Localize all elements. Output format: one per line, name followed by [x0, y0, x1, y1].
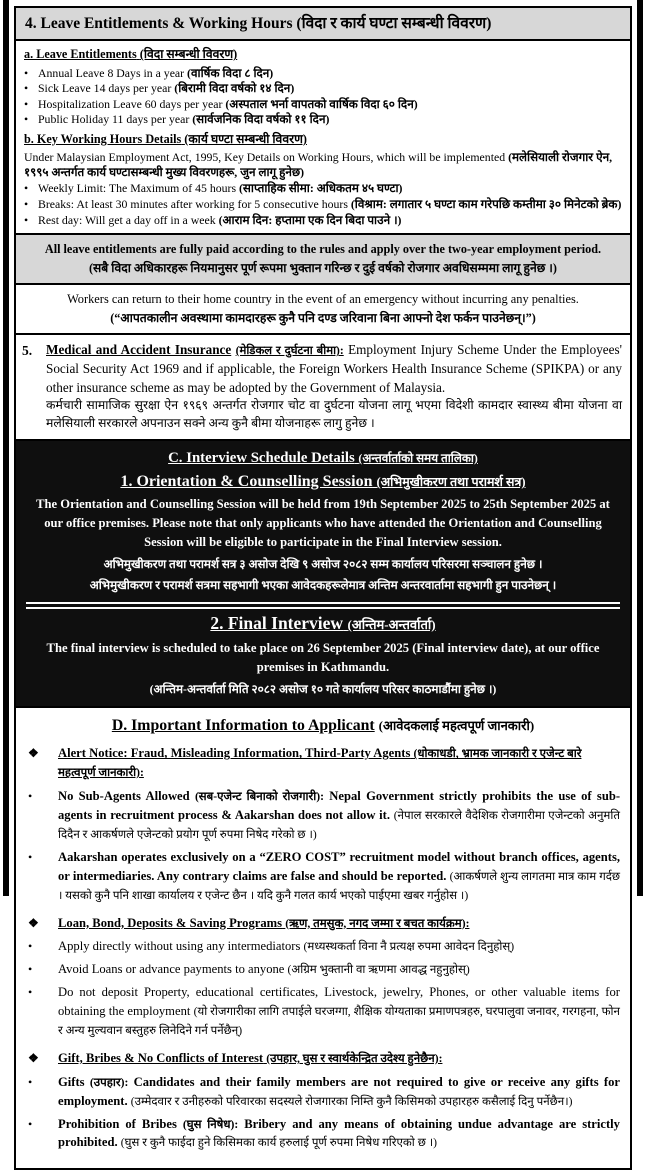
diamond-bullet-icon: ❖	[28, 746, 39, 761]
leave-entitlements-heading	[24, 47, 622, 62]
list-item	[26, 960, 620, 979]
bullet-dot-icon: •	[24, 112, 29, 127]
important-info-header	[26, 716, 620, 735]
group-heading-en: Loan, Bond, Deposits & Saving Programs	[58, 915, 283, 930]
final-title-en: 2. Final Interview	[210, 613, 344, 634]
loan-bond-heading	[26, 914, 620, 933]
insurance-title-np: (मेडिकल र दुर्घटना बीमा):	[235, 345, 344, 358]
working-bullet	[24, 181, 622, 196]
working-bullet-en: Breaks: At least 30 minutes after working for 5 consecutive hours	[38, 197, 348, 211]
return-note-en: Workers can return to their home country in the event of an emergency without incurring any penalties.	[67, 292, 579, 307]
item5-number: 5.	[22, 343, 33, 359]
item-body-np: (उम्मेदवार र उनीहरुको परिवारका सदस्यले रोजगारका निम्ति कुनै किसिमको उपहारहरु कसैलाई दिनु पर्नेछैन।)	[130, 1094, 573, 1108]
schedule-header-np: (अन्तर्वार्ताको समय तालिका)	[358, 451, 478, 466]
item-lead-np: (घुस निषेध):	[182, 1117, 239, 1131]
working-hours-intro	[24, 150, 622, 179]
working-bullet-en: Rest day: Will get a day off in a week	[38, 212, 216, 227]
diamond-bullet-icon: ❖	[28, 1050, 39, 1065]
item-body-en: Candidates and their family members are not required to give or receive any gifts for employment.	[58, 1074, 620, 1108]
paid-note-box	[14, 233, 632, 285]
white-separator	[26, 602, 620, 609]
interview-schedule-header	[26, 450, 620, 467]
leave-bullet-np: (बिरामी विदा वर्षको १४ दिन)	[174, 81, 295, 96]
orientation-np-line2: अभिमुखीकरण र परामर्श सत्रमा सहभागी भएका आवेदकहरूलेमात्र अन्तिम अन्तरवार्तामा सहभागी हुन पाउनेछन् ।	[89, 578, 557, 593]
bullet-dot-icon: •	[24, 65, 29, 80]
leave-bullet	[24, 112, 622, 127]
working-bullet-en: Weekly Limit: The Maximum of 45 hours	[38, 181, 237, 196]
leave-working-box	[14, 39, 632, 235]
final-np-line: (अन्तिम-अन्तर्वार्ता मिति २०८२ असोज १० गते कार्यालय परिसर काठमाडौंमा हुनेछ ।)	[149, 682, 497, 697]
item-body-np: (घुस र कुनै फाईदा हुने किसिमका कार्य हरुलाई पूर्ण रुपमा निषेध गरिएको छ ।)	[120, 1136, 437, 1150]
item-body-en: Avoid Loans or advance payments to anyone	[58, 962, 285, 977]
leave-bullet	[24, 97, 622, 112]
bullet-dot-icon: •	[28, 849, 33, 864]
working-intro-np: (मलेसियाली रोजगार ऐन, १९९५ अन्तर्गत कार्य घण्टासम्बन्धी मुख्य विवरणहरू, जुन लागू हुनेछ)	[24, 150, 613, 179]
item-body-np: (मध्यस्थकर्ता विना नै प्रत्यक्ष रुपमा आवेदन दिनुहोस्)	[303, 940, 515, 954]
section4-header	[14, 6, 632, 41]
bullet-dot-icon: •	[28, 962, 33, 977]
leave-heading-np: (विदा सम्बन्धी विवरण)	[139, 47, 238, 62]
working-bullet	[24, 213, 622, 228]
item-lead-en: No Sub-Agents Allowed	[58, 789, 190, 804]
list-item	[26, 937, 620, 956]
working-hours-heading	[24, 132, 622, 147]
leave-heading-en: a. Leave Entitlements	[24, 47, 137, 62]
group-heading-np: (उपहार, घुस र स्वार्थकेन्द्रित उदेश्य हुनेछैन):	[266, 1051, 443, 1065]
insurance-body-en: Employment Injury Scheme Under the Employees' Social Security Act 1969 and if applicable, the Foreign Workers Health Insurance Scheme (SPIKPA) or any other insurance scheme as may be adopted by the Government of Malaysia.	[46, 342, 623, 395]
orientation-np-line1: अभिमुखीकरण तथा परामर्श सत्र ३ असोज देखि ९ असोज २०८२ सम्म कार्यालय परिसरमा सञ्चालन हुनेछ ।	[103, 556, 543, 571]
group-heading-en: Alert Notice: Fraud, Misleading Information, Third-Party Agents	[58, 746, 411, 761]
bullet-dot-icon: •	[28, 789, 33, 804]
alert-notice-heading	[26, 744, 620, 782]
important-header-np: (आवेदकलाई महत्वपूर्ण जानकारी)	[378, 718, 535, 734]
item-lead-en: Prohibition of Bribes	[58, 1116, 177, 1131]
insurance-item-box	[14, 333, 632, 441]
interview-schedule-banner	[14, 439, 632, 708]
important-info-box	[14, 706, 632, 1170]
list-item	[26, 1073, 620, 1111]
paid-note-np: (सबै विदा अधिकारहरू नियमानुसर पूर्ण रूपमा भुक्तान गरिन्छ र दुई वर्षको रोजगार अवधिसम्ममा लागू हुनेछ ।)	[89, 261, 557, 276]
important-info-list	[26, 744, 620, 1152]
item-body-en: Nepal Government strictly prohibits the use of sub-agents in recruitment process & Aakarshan does not allow it.	[58, 789, 621, 823]
bullet-dot-icon: •	[28, 939, 33, 954]
leave-bullet-en: Sick Leave 14 days per year	[38, 81, 172, 96]
insurance-title-en: Medical and Accident Insurance	[46, 342, 232, 358]
bullet-dot-icon: •	[24, 197, 29, 211]
leave-bullet-en: Hospitalization Leave 60 days per year	[38, 96, 223, 111]
section4-title-en: 4. Leave Entitlements & Working Hours	[25, 15, 293, 32]
list-item	[26, 983, 620, 1040]
item-body-en: Apply directly without using any intermediators	[58, 939, 301, 954]
leave-bullet-np: (अस्पताल भर्ना वापतको वार्षिक विदा ६० दिन)	[225, 96, 418, 111]
item-body-np: (यो रोजगारीका लागि तपाईले घरजग्गा, शैक्षिक योग्यताका प्रमाणपत्रहरु, घरपालुवा जनावर, गरगहना, फोन र अन्य मुल्यवान बस्तुहरु लिनेदिने गर्न पर्नेछैन्)	[58, 1005, 620, 1038]
working-intro-en: Under Malaysian Employment Act, 1995, Key Details on Working Hours, which will be implemented	[24, 150, 506, 165]
item-body-np: (नेपाल सरकारले वैदेशिक रोजगारीमा एजेन्टको अनुमति दिदैन र आकर्षणले एजेन्टको प्रयोग पूर्ण रुपमा निषेद गरेको छ ।)	[58, 809, 620, 842]
bullet-dot-icon: •	[24, 212, 29, 227]
page-left-border	[3, 0, 9, 896]
orientation-session-title	[26, 473, 620, 491]
bullet-dot-icon: •	[24, 181, 29, 196]
return-note-np: (“आपतकालीन अवस्थामा कामदारहरू कुनै पनि दण्ड जरिवाना बिना आफ्नो देश फर्कन पाउनेछन्।”)	[110, 311, 536, 326]
gift-bribes-heading	[26, 1049, 620, 1068]
leave-bullet-en: Annual Leave 8 Days in a year	[38, 65, 185, 80]
bullet-dot-icon: •	[24, 96, 29, 111]
item-body-en: Do not deposit Property, educational certificates, Livestock, jewelry, Phones, or other valuable items for obtaining the employment	[58, 985, 620, 1019]
list-item	[26, 848, 620, 905]
item-lead-np: (सब-एजेन्ट बिनाको रोजगारी):	[194, 790, 324, 804]
item-lead-np: (उपहार):	[89, 1075, 129, 1089]
item-body-np: (आकर्षणले शुन्य लागतमा मात्र काम गर्दछ । यसको कुनै पनि शाखा कार्यालय र एजेन्ट छैन । यदि कुनै गलत कार्य भएको पाईएमा खबर गर्नुहोस ।)	[58, 869, 621, 902]
leave-bullet-np: (वार्षिक विदा ८ दिन)	[187, 65, 274, 80]
working-heading-np: (कार्य घण्टा सम्बन्धी विवरण)	[184, 132, 307, 146]
bullet-dot-icon: •	[28, 1074, 33, 1089]
item-body-np: (अग्रिम भुक्तानी वा ऋणमा आवद्ध नहुनुहोस्)	[287, 963, 470, 977]
important-header-en: D. Important Information to Applicant	[111, 717, 375, 735]
final-body: The final interview is scheduled to take place on 26 September 2025 (Final interview date), at our office premises in Kathmandu.	[46, 641, 600, 675]
document-content	[14, 6, 632, 1170]
leave-bullet	[24, 81, 622, 96]
group-heading-np: (धोकाधडी, भ्रामक जानकारी र एजेन्ट बारे महत्वपूर्ण जानकारी):	[58, 747, 582, 780]
section4-title-np: (विदा र कार्य घण्टा सम्बन्धी विवरण)	[296, 15, 492, 32]
return-note-box	[14, 283, 632, 335]
final-title-np: (अन्तिम-अन्तर्वार्ता)	[347, 617, 436, 633]
group-heading-en: Gift, Bribes & No Conflicts of Interest	[58, 1050, 264, 1065]
item-body-en: Bribery and any means of obtaining undue advantage are strictly prohibited.	[58, 1116, 620, 1150]
paid-note-en: All leave entitlements are fully paid according to the rules and apply over the two-year employment period.	[44, 242, 602, 257]
working-bullet-np: (आराम दिन: हप्तामा एक दिन बिदा पाउने ।)	[218, 212, 402, 227]
working-bullet-list	[24, 181, 622, 227]
group-heading-np: (ऋण, तमसुक, नगद जम्मा र बचत कार्यक्रम):	[285, 916, 470, 930]
list-item	[26, 787, 620, 844]
leave-bullet	[24, 66, 622, 81]
working-heading-en: b. Key Working Hours Details	[24, 132, 182, 146]
final-interview-title	[26, 613, 620, 634]
leave-bullet-np: (सार्वजनिक विदा वर्षको ११ दिन)	[192, 112, 330, 127]
orientation-body: The Orientation and Counselling Session will be held from 19th September 2025 to 25th September 2025 at our office premises. Please note that only applicants who have attended the Orientation and Counselling Session will be eligible to participate in the Final Interview session.	[36, 497, 610, 550]
page-right-border	[637, 0, 643, 896]
working-bullet	[24, 197, 622, 212]
diamond-bullet-icon: ❖	[28, 915, 39, 930]
working-bullet-np: (साप्ताहिक सीमा: अधिकतम ४५ घण्टा)	[239, 181, 403, 196]
bullet-dot-icon: •	[24, 81, 29, 96]
insurance-body-np: कर्मचारी सामाजिक सुरक्षा ऐन १९६९ अन्तर्गत रोजगार चोट वा दुर्घटना योजना लागू भएमा विदेशी कामदार स्वास्थ्य बीमा योजना वा मलेसियाली सरकारले अपनाउन सक्ने अन्य कुनै बीमा योजनाहरू लागु हुनेछ ।	[46, 398, 622, 430]
leave-bullet-list	[24, 66, 622, 128]
list-item	[26, 1115, 620, 1153]
bullet-dot-icon: •	[28, 985, 33, 1000]
leave-bullet-en: Public Holiday 11 days per year	[38, 112, 190, 127]
orientation-title-np: (अभिमुखीकरण तथा परामर्श सत्र)	[376, 475, 526, 490]
item-body-en: Aakarshan operates exclusively on a “ZERO COST” recruitment model without branch offices, agents, or intermediaries. Any contrary claims are false and should be reported.	[58, 849, 620, 883]
schedule-header-en: C. Interview Schedule Details	[168, 450, 355, 467]
item-lead-en: Gifts	[58, 1074, 85, 1089]
working-bullet-np: (विश्राम: लगातार ५ घण्टा काम गरेपछि कम्तीमा ३० मिनेटको ब्रेक)	[350, 197, 622, 211]
bullet-dot-icon: •	[28, 1116, 33, 1131]
insurance-item-text	[46, 341, 622, 432]
orientation-title-en: 1. Orientation & Counselling Session	[120, 473, 373, 491]
